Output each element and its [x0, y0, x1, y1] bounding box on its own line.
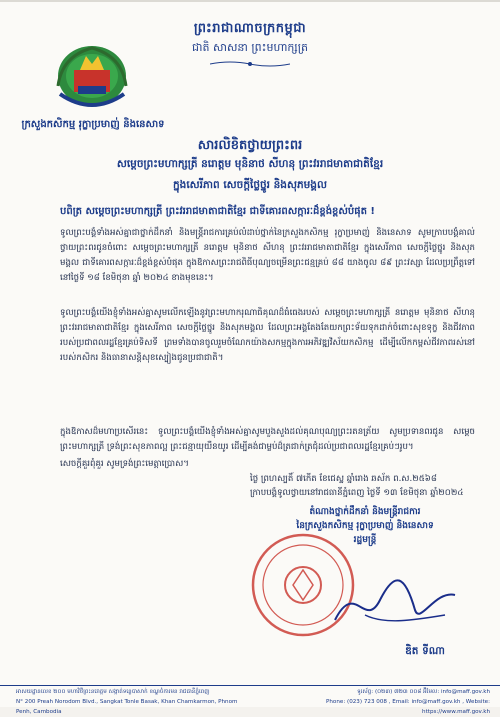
paragraph-1: ទូលព្រះបង្គំទាំងអស់គ្នាជាថ្នាក់ដឹកនាំ និងមន្ត្រីរាជការគ្រប់លំដាប់ថ្នាក់នៃក្រសួងកសិកម្ម រុក្ខាប្រមាញ់ និងនេសាទ សូមក្រាបបង្គំគាល់ថ្វាយព្រះពរជូនចំពោះ សម្តេចព្រះមហាក្សត្រី នរោត្តម មុនិនាថ សីហនុ ព្រះវររាជមាតាជាតិខ្មែរ ក្នុងសេរីភាព សេចក្តីថ្លៃថ្នូរ និងសុភមង្គល ជាទីគោរពសក្ការៈដ៏ខ្ពង់ខ្ពស់បំផុត ក្នុងឱកាសព្រះរាជពិធីបុណ្យចម្រើនព្រះជន្មគ្រប់ ៨៨ យាងចូល ៨៩ ព្រះវស្សា ដែលប្រព្រឹត្តទៅនៅថ្ងៃទី ១៨ ខែមិថុនា ឆ្នាំ ២០២៤ ខាងមុខនេះ។	[60, 228, 475, 283]
letter-subtitle-2: ក្នុងសេរីភាព សេចក្តីថ្លៃថ្នូរ និងសុភមង្គល	[173, 179, 327, 191]
signature-line-2: នៃក្រសួងកសិកម្ម រុក្ខាប្រមាញ់ និងនេសាទ	[296, 521, 434, 531]
letter-footer	[0, 685, 500, 715]
ornament-divider-icon	[210, 60, 290, 68]
footer-contact-kh: ទូរស័ព្ទ: (០២៣) ៧២៣ ០០៨ អ៊ីមែល: info@maff.gov.kh	[357, 689, 490, 695]
letter-subtitle: សម្តេចព្រះមហាក្សត្រី នរោត្តម មុនិនាថ សីហនុ ព្រះវររាជមាតាជាតិខ្មែរ	[116, 158, 384, 170]
signature-line-1: តំណាងថ្នាក់ដឹកនាំ និងមន្ត្រីរាជការ	[309, 507, 421, 517]
signer-name: ឌិត ទីណា	[405, 645, 445, 657]
solar-date: ក្រាបបង្គំទូលថ្វាយនៅរាជធានីភ្នំពេញ ថ្ងៃទី ១៣ ខែមិថុនា ឆ្នាំ២០២៤	[250, 488, 464, 498]
ministry-name: ក្រសួងកសិកម្ម រុក្ខាប្រមាញ់ និងនេសាទ	[21, 119, 165, 130]
ministry-logo-icon	[52, 36, 132, 118]
paragraph-2: ទូលព្រះបង្គំយើងខ្ញុំទាំងអស់គ្នាសូមលើកឡើងនូវព្រះមហាករុណាធិគុណដ៏ធំធេងរបស់ សម្តេចព្រះមហាក្សត្រី នរោត្តម មុនិនាថ សីហនុ ព្រះវររាជមាតាជាតិខ្មែរ ក្នុងសេរីភាព សេចក្តីថ្លៃថ្នូរ និងសុភមង្គល ដែលព្រះអង្គតែងតែយកព្រះទ័យទុកដាក់ចំពោះសុខទុក្ខ និងជីវភាពរបស់ប្រជាពលរដ្ឋខ្មែរគ្រប់ទិសទី ព្រមទាំងបានចូលរួមចំណែកយ៉ាងសកម្មក្នុងការអភិវឌ្ឍវិស័យកសិកម្ម ដើម្បីលើកកម្ពស់ជីវភាពរស់នៅរបស់កសិករ និងធានាសន្តិសុខស្បៀងជូនប្រជាជាតិ។	[60, 308, 475, 363]
lunar-date: ថ្ងៃ ព្រហស្បតិ៍ ៧កើត ខែជេស្ឋ ឆ្នាំរោង ឆស័ក ព.ស.២៥៦៨	[250, 474, 437, 484]
handwritten-signature-icon	[325, 570, 465, 640]
footer-contact-en: Phone: (023) 723 008 , Email: info@maff.gov.kh , Website: https://www.maff.gov.kh	[326, 699, 490, 715]
salutation: បពិត្រ សម្តេចព្រះមហាក្សត្រី ព្រះវររាជមាតាជាតិខ្មែរ ជាទីគោរពសក្ការៈដ៏ខ្ពង់ខ្ពស់បំផុត !	[60, 206, 375, 217]
letter-title: សារលិខិតថ្វាយព្រះពរ	[197, 138, 303, 153]
kingdom-title: ព្រះរាជាណាចក្រកម្ពុជា	[193, 21, 307, 36]
date-block	[250, 472, 480, 500]
paragraph-3: ក្នុងឱកាសដ៏មហាប្រសើរនេះ ទូលព្រះបង្គំយើងខ្ញុំទាំងអស់គ្នាសូមបួងសួងដល់គុណបុណ្យព្រះរតនត្រ័យ សូមប្រទានពរជូន សម្តេចព្រះមហាក្សត្រី ទ្រង់ព្រះសុខភាពល្អ ព្រះជន្មាយុយឺនយូរ ដើម្បីគង់ជាម្លប់ដ៏ត្រជាក់ត្រជុំដល់ប្រជាពលរដ្ឋខ្មែរគ្រប់ៗរូប។	[60, 427, 475, 452]
footer-address-kh: អាសយដ្ឋានលេខ ២០០ មហាវិថីព្រះនរោត្តម សង្កាត់ទន្លេបាសាក់ ខណ្ឌចំការមន រាជធានីភ្នំពេញ	[16, 689, 210, 695]
kingdom-motto: ជាតិ សាសនា ព្រះមហាក្សត្រ	[192, 41, 308, 54]
footer-address-en: N° 200 Preah Norodom Blvd., Sangkat Tonle Basak, Khan Chamkarmon, Phnom Penh, Cambodia	[16, 699, 238, 715]
signature-role: រដ្ឋមន្ត្រី	[353, 535, 377, 545]
top-edge	[0, 0, 500, 2]
paragraph-closing: សេចក្តីគួរពុំគួរ សូមទ្រង់ព្រះមេត្តាប្រោស។	[60, 459, 189, 469]
